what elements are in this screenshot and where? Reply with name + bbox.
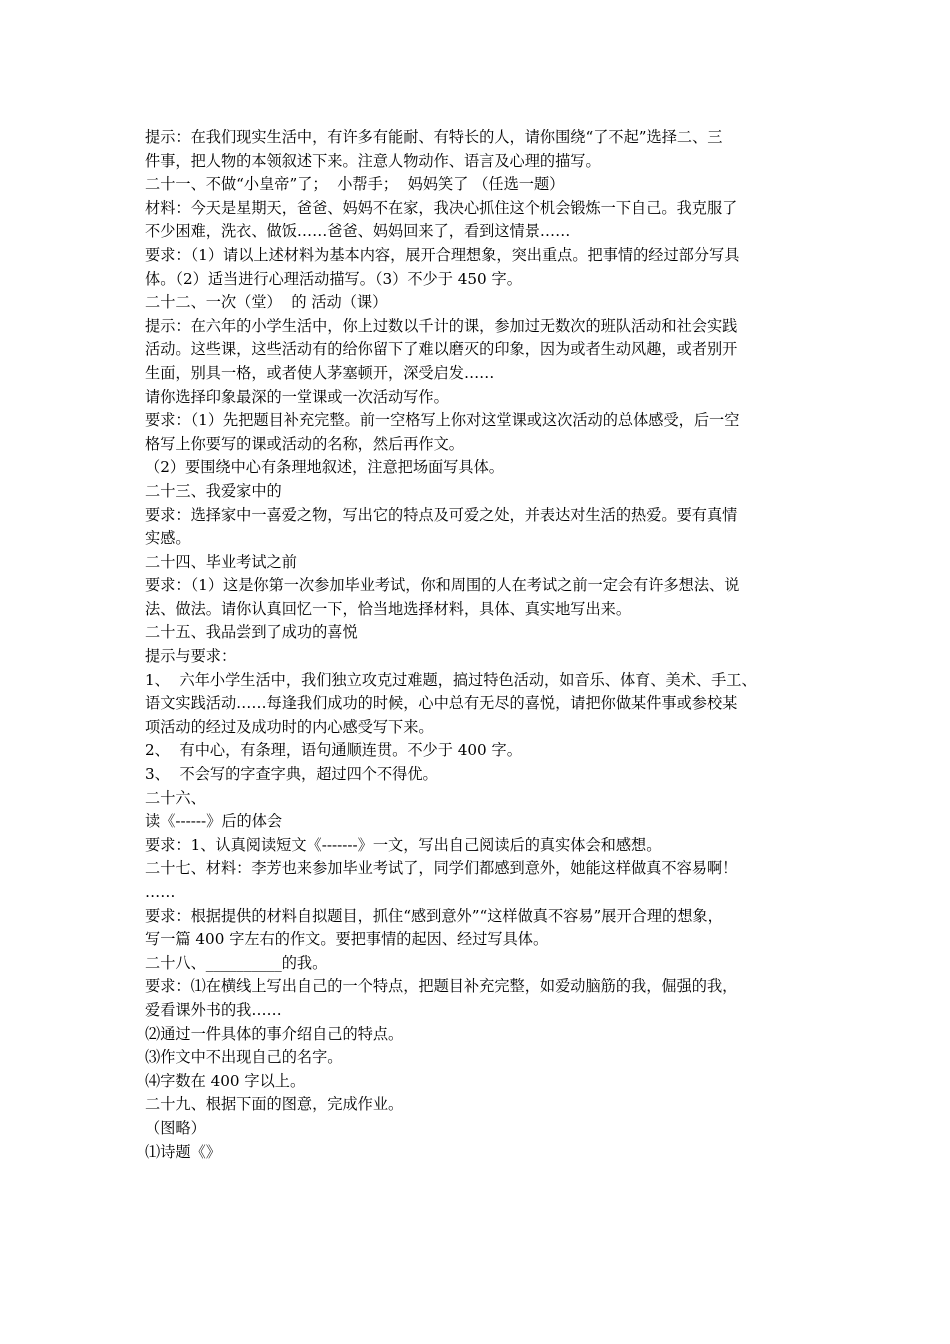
section-heading: 二十五、我品尝到了成功的喜悦	[145, 623, 358, 642]
text-line: 提示与要求：	[145, 647, 237, 666]
section-heading: 二十六、	[145, 788, 206, 807]
text-line: 要求：⑴在横线上写出自己的一个特点，把题目补充完整，如爱动脑筋的我，倔强的我，	[145, 977, 738, 996]
text-line: 语文实践活动……每逢我们成功的时候，心中总有无尽的喜悦，请把你做某件事或参校某	[145, 694, 738, 713]
text-line: （2）要围绕中心有条理地叙述，注意把场面写具体。	[145, 458, 504, 477]
list-item: ⑵通过一件具体的事介绍自己的特点。	[145, 1024, 404, 1043]
section-heading: 二十九、根据下面的图意，完成作业。	[145, 1095, 404, 1114]
section-heading: 二十三、我爱家中的	[145, 481, 282, 500]
text-line: ……	[145, 883, 176, 901]
text-line: （图略）	[145, 1118, 206, 1137]
list-item: ⑴诗题《》	[145, 1142, 221, 1161]
section-heading: 二十一、不做“小皇帝”了； 小帮手； 妈妈笑了 （任选一题）	[145, 175, 565, 194]
list-item: 3、 不会写的字查字典，超过四个不得优。	[145, 765, 438, 784]
section-heading: 二十八、__________的我。	[145, 953, 328, 972]
text-line: 活动。这些课，这些活动有的给你留下了难以磨灭的印象，因为或者生动风趣，或者别开	[145, 340, 738, 359]
text-line: 不少困难，洗衣、做饭……爸爸、妈妈回来了，看到这情景……	[145, 222, 571, 241]
list-item: 1、 六年小学生活中，我们独立攻克过难题，搞过特色活动，如音乐、体育、美术、手工、	[145, 670, 757, 689]
text-line: 读《------》后的体会	[145, 812, 283, 831]
text-line: 件事，把人物的本领叙述下来。注意人物动作、语言及心理的描写。	[145, 151, 601, 170]
list-item: ⑷字数在 400 字以上。	[145, 1071, 306, 1090]
text-line: 法、做法。请你认真回忆一下，恰当地选择材料，具体、真实地写出来。	[145, 599, 631, 618]
list-item: 2、 有中心，有条理，语句通顺连贯。不少于 400 字。	[145, 741, 522, 760]
text-line: 格写上你要写的课或活动的名称，然后再作文。	[145, 434, 464, 453]
text-line: 提示：在我们现实生活中，有许多有能耐、有特长的人，请你围绕“了不起”选择二、三	[145, 128, 723, 146]
text-line: 体。（2）适当进行心理活动描写。（3）不少于 450 字。	[145, 269, 522, 288]
text-line: 要求：根据提供的材料自拟题目，抓住“感到意外”“这样做真不容易”展开合理的想象，	[145, 906, 723, 925]
section-heading: 二十二、一次（堂） 的 活动（课）	[145, 293, 388, 312]
text-line: 要求：（1）请以上述材料为基本内容，展开合理想象，突出重点。把事情的经过部分写具	[145, 245, 740, 264]
text-line: 材料：今天是星期天，爸爸、妈妈不在家，我决心抓住这个机会锻炼一下自己。我克服了	[145, 198, 738, 217]
text-line: 请你选择印象最深的一堂课或一次活动写作。	[145, 387, 449, 406]
list-item: ⑶作文中不出现自己的名字。	[145, 1048, 343, 1067]
text-line: 要求：（1）先把题目补充完整。前一空格写上你对这堂课或这次活动的总体感受，后一空	[145, 411, 740, 430]
text-line: 实感。	[145, 529, 191, 548]
text-line: 生面，别具一格，或者使人茅塞顿开，深受启发……	[145, 363, 495, 382]
text-line: 爱看课外书的我……	[145, 1000, 282, 1019]
document-body	[145, 126, 815, 1164]
text-line: 写一篇 400 字左右的作文。要把事情的起因、经过写具体。	[145, 930, 549, 949]
text-line: 要求：（1）这是你第一次参加毕业考试，你和周围的人在考试之前一定会有许多想法、说	[145, 576, 740, 595]
section-heading: 二十四、毕业考试之前	[145, 552, 297, 571]
text-line: 提示：在六年的小学生活中，你上过数以千计的课，参加过无数次的班队活动和社会实践	[145, 316, 738, 335]
text-line: 要求：选择家中一喜爱之物，写出它的特点及可爱之处，并表达对生活的热爱。要有真情	[145, 505, 738, 524]
section-heading: 二十七、材料：李芳也来参加毕业考试了，同学们都感到意外，她能这样做真不容易啊！	[145, 859, 738, 878]
text-line: 项活动的经过及成功时的内心感受写下来。	[145, 717, 434, 736]
text-line: 要求：1、认真阅读短文《-------》一文，写出自己阅读后的真实体会和感想。	[145, 835, 662, 854]
